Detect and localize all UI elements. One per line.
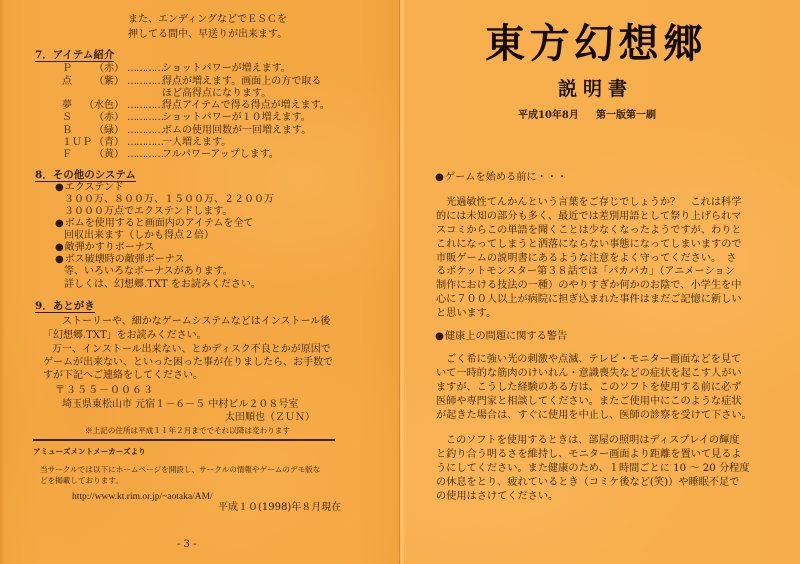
paragraph-line: 市販ゲームの説明書にあるような注意をよく守ってください。 さ: [436, 253, 737, 264]
paragraph-line: ますが、こうした経験のある方は、このソフトを使用する前に必ず: [436, 382, 742, 393]
section-heading-before-play: [435, 172, 567, 184]
heading-text: 健康上の問題に関する警告: [444, 331, 568, 342]
paragraph-line: スコミからこの単語を聞くことは少なくなったようですが、わりと: [436, 225, 742, 236]
paragraph-line: 光過敏性てんかんという言葉をご存じでしょうか？ これは科学: [446, 197, 742, 208]
postal-code: 〒３５５－００６３: [55, 385, 154, 396]
bullet-item: [55, 182, 124, 194]
paragraph-line: うにしてください。また健康のため、１時間ごとに 10 ～ 20 分程度: [436, 463, 750, 474]
paragraph-line: の使用はさけてください。: [436, 491, 559, 502]
page-fold: [399, 0, 400, 564]
bullet-line: 詳しくは、幻想郷.TXT をお読みください。: [64, 279, 261, 290]
circle-info-line: 当サークルでは以下にホームページを開設し、サークルの情報やゲームのデモ版な: [40, 465, 321, 474]
dot-leader: …………: [127, 76, 163, 87]
item-name: Ｐ: [62, 63, 72, 74]
item-row: [0, 112, 400, 124]
section-heading-health-warning: [435, 331, 567, 343]
bullet-icon: ●: [55, 218, 64, 229]
item-name: Ｂ: [62, 125, 72, 136]
bullet-line: ３００万、８００万、１５００万、２２００万: [64, 194, 274, 205]
item-desc: 得点アイテムで得る得点が増えます。: [162, 100, 330, 111]
bullet-title: エクステンド: [64, 182, 124, 193]
intro-line: また、エンディングなどでＥＳＣを: [128, 14, 287, 25]
bullet-title: 敵弾かすりボーナス: [64, 242, 155, 253]
dot-leader: …………: [127, 125, 163, 136]
item-desc: 一人増えます。: [162, 137, 232, 148]
item-row: [0, 137, 400, 149]
right-page: [400, 0, 800, 564]
item-color: （緑）: [94, 125, 124, 136]
item-color: （水色）: [84, 100, 124, 111]
item-desc: ショットパワーが増えます。: [162, 63, 291, 74]
dot-leader: …………: [127, 63, 163, 74]
dot-leader: …………: [127, 100, 163, 111]
item-desc: ボムの使用回数が一回増えます。: [162, 125, 312, 136]
page-fold-highlight: [401, 0, 404, 564]
amusement-makers-heading: アミューズメントメーカーズより: [33, 447, 146, 456]
item-desc: ほど高得点になります。: [162, 88, 272, 99]
document-title: 東方幻想郷: [485, 20, 708, 67]
page-number: - 3 -: [177, 539, 197, 550]
bullet-line: 回収出来ます（しかも得点２倍）: [64, 230, 214, 241]
item-name: １ＵＰ: [62, 137, 92, 148]
item-name: Ｆ: [62, 149, 72, 160]
item-name: Ｓ: [62, 112, 72, 123]
item-color: （赤）: [94, 63, 124, 74]
section-heading-afterword: 9．あとがき: [35, 300, 95, 312]
item-row: [0, 149, 400, 161]
item-row-continued: [0, 88, 400, 100]
paragraph-line: と思います。: [436, 308, 497, 319]
bullet-icon: ●: [435, 172, 444, 183]
street-address: 埼玉県東松山市 元宿１－６－５ 中村ビル２０８号室: [62, 399, 299, 410]
as-of-date: 平成１０(1998)年８月現在: [218, 502, 342, 513]
author-name: 太田順也（ＺＵＮ）: [225, 412, 315, 423]
paragraph-line: るポケットモンスター第３８話では「パカパカ」（アニメーション: [436, 266, 735, 277]
bullet-icon: ●: [55, 254, 64, 265]
afterword-line: 「幻想郷.TXT」をお読みください。: [43, 330, 207, 341]
item-row: [0, 100, 400, 112]
paragraph-line: 心に７００人以上が病院に担ぎ込まれた事件はまだご記憶に新しい: [436, 294, 742, 305]
item-row: [0, 125, 400, 137]
address-notice: ※上記の住所は平成１１年２月まででそれ以降は変わります: [85, 426, 291, 435]
bullet-line: 等、いろいろなボーナスがあります。: [64, 266, 233, 277]
section-heading-items: 7．アイテム紹介: [35, 49, 115, 61]
edition-date: 平成10年8月: [518, 110, 579, 121]
item-name: 夢: [62, 100, 72, 111]
paragraph-line: と釣り合う明るさを維持し、モニター画面より距離を置いて見るよ: [436, 449, 742, 460]
section-heading-other-systems: 8．その他のシステム: [35, 169, 136, 181]
paragraph-line: いて一時的な筋肉のけいれん・意識喪失などの症状を起こす人がい: [436, 368, 742, 379]
item-color: （紫）: [94, 76, 124, 87]
homepage-url: http://www.kt.rim.or.jp/~aotaka/AM/: [72, 492, 213, 502]
afterword-line: 万一、インストール出来ない、とかディスク不良とかが原因で: [52, 344, 331, 355]
afterword-line: ゲームが出来ない、といった困った事が在りましたら、お手数で: [43, 357, 333, 368]
dot-leader: …………: [127, 149, 163, 160]
intro-line: 押してる間中、早送りが出来ます。: [128, 29, 288, 40]
circle-info-line: どを掲載しております。: [40, 476, 123, 485]
item-color: （黄）: [94, 149, 124, 160]
paragraph-line: が起きた場合は、すぐに使用を中止し、医師の診察を受けて下さい。: [436, 410, 752, 421]
paragraph-line: このソフトを使用するときは、部屋の照明はディスプレイの輝度: [446, 435, 740, 446]
bullet-item: [55, 242, 154, 254]
item-color: （赤）: [94, 112, 124, 123]
item-row: [0, 63, 400, 75]
dot-leader: …………: [127, 137, 163, 148]
paragraph-line: の休息をとり、疲れているとき（コミケ後など(笑)）や睡眠不足で: [436, 477, 740, 488]
bullet-item: [55, 218, 253, 230]
paragraph-line: 制作における技法の一種）のやりすぎか何かのお陰で、小学生を中: [436, 280, 742, 291]
bullet-icon: ●: [55, 242, 64, 253]
bullet-icon: ●: [55, 182, 64, 193]
afterword-line: すが下記へご連絡をしてください。: [43, 370, 203, 381]
paragraph-line: 的には未知の部分も多く、最近では差別用語として祭り上げられマ: [436, 211, 742, 222]
divider-rule: [33, 439, 335, 441]
bullet-icon: ●: [435, 331, 444, 342]
item-desc: ショットパワーが１０増えます。: [162, 112, 311, 123]
item-desc: 得点が増えます。画面上の方で取る: [162, 76, 322, 87]
item-color: （青）: [94, 137, 124, 148]
bullet-item: [55, 254, 184, 266]
edition-print: 第一版第一刷: [596, 110, 656, 121]
bullet-title: ボムを使用すると画面内のアイテムを全て: [64, 218, 254, 229]
paragraph-line: 医師や専門家と相談してください。またご使用中にこのような症状: [436, 396, 742, 407]
dot-leader: …………: [127, 112, 163, 123]
heading-text: ゲームを始める前に・・・: [444, 172, 568, 183]
bullet-title: ボス破壊時の敵弾ボーナス: [64, 254, 185, 265]
paragraph-line: ごく希に強い光の刺激や点滅、テレビ・モニター画面などを見て: [446, 354, 742, 365]
item-desc: フルパワーアップします。: [162, 149, 279, 160]
paragraph-line: これになってしまうと洒落にならない事態になってしまいますので: [436, 239, 742, 250]
item-row: [0, 76, 400, 88]
afterword-line: ストーリーや、細かなゲームシステムなどはインストール後: [62, 316, 331, 327]
item-name: 点: [62, 76, 72, 87]
bullet-line: ３０００万点でエクステンドします。: [64, 206, 233, 217]
document-subtitle: 説明書: [558, 78, 634, 100]
